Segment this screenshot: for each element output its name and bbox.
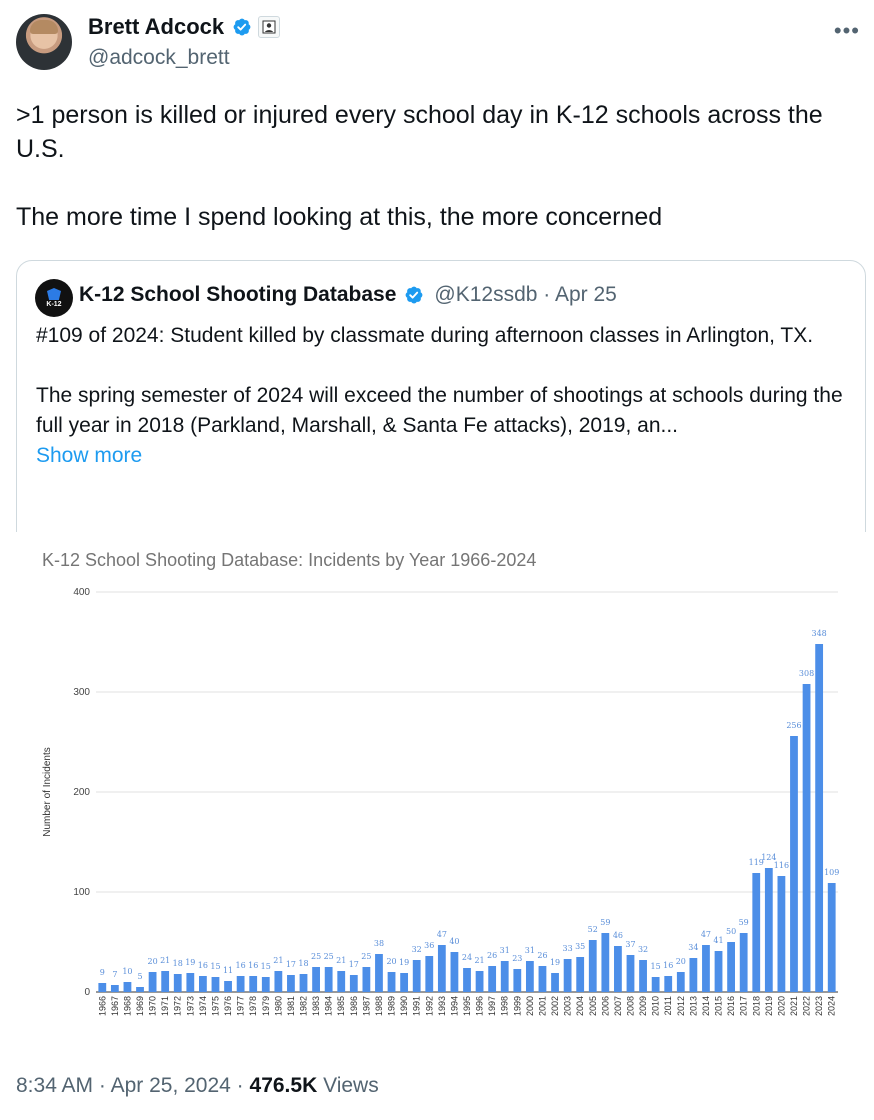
data-label-2023: 348 — [811, 629, 827, 638]
bar-1981 — [287, 975, 295, 992]
x-tick-label: 2018 — [751, 996, 762, 1017]
x-tick-label: 2023 — [814, 996, 825, 1017]
bar-2012 — [677, 972, 685, 992]
data-label-2000: 31 — [524, 946, 535, 955]
bar-1987 — [362, 967, 370, 992]
bar-1994 — [451, 952, 459, 992]
x-tick-label: 1995 — [462, 996, 472, 1017]
x-tick-label: 1980 — [273, 996, 284, 1017]
quote-para-2: The spring semester of 2024 will exceed the number of shootings at schools during the full year in 2018 (Parkland, Marshall, & Santa Fe attacks), 2019, an... — [36, 384, 843, 437]
views-label: Views — [323, 1074, 379, 1097]
quote-author-name[interactable]: K-12 School Shooting Database — [79, 283, 397, 306]
bar-1975 — [212, 977, 220, 992]
y-tick-label: 300 — [73, 687, 90, 698]
data-label-1987: 25 — [361, 952, 372, 961]
data-label-1983: 25 — [310, 952, 322, 961]
author-name[interactable]: Brett Adcock — [88, 14, 225, 39]
bar-1996 — [476, 971, 484, 992]
quote-avatar[interactable] — [35, 279, 73, 317]
data-label-1980: 21 — [273, 956, 284, 965]
data-label-1989: 20 — [386, 957, 397, 966]
x-tick-label: 1994 — [449, 996, 460, 1017]
data-label-1973: 19 — [185, 958, 196, 967]
data-label-1988: 38 — [373, 939, 385, 948]
bar-1977 — [237, 976, 245, 992]
x-tick-label: 1991 — [411, 996, 422, 1017]
data-label-1974: 16 — [197, 961, 208, 970]
bar-2010 — [652, 977, 660, 992]
x-tick-label: 1987 — [361, 996, 372, 1017]
x-tick-label: 2002 — [550, 996, 561, 1017]
bar-1978 — [249, 976, 257, 992]
data-label-2005: 52 — [587, 925, 598, 934]
x-tick-label: 2019 — [763, 996, 774, 1017]
show-more-link[interactable]: Show more — [36, 444, 143, 467]
x-tick-label: 1986 — [348, 996, 359, 1017]
data-label-1967: 7 — [112, 970, 118, 979]
bar-2021 — [790, 736, 798, 992]
x-tick-label: 1978 — [248, 996, 259, 1017]
data-label-2016: 50 — [726, 927, 737, 936]
bar-1966 — [98, 983, 106, 992]
data-label-2019: 124 — [761, 853, 777, 862]
data-label-2007: 46 — [612, 931, 624, 940]
bar-1982 — [300, 974, 308, 992]
bar-1976 — [224, 981, 232, 992]
data-label-2024: 109 — [824, 868, 840, 877]
bar-2009 — [639, 960, 647, 992]
x-tick-label: 2012 — [675, 996, 686, 1017]
x-tick-label: 1976 — [223, 996, 234, 1017]
bar-1970 — [149, 972, 157, 992]
data-label-1968: 10 — [122, 967, 133, 976]
y-tick-label: 400 — [73, 587, 90, 598]
bar-1985 — [337, 971, 345, 992]
x-tick-label: 2006 — [600, 996, 611, 1017]
views-count: 476.5K — [249, 1074, 318, 1097]
bar-1969 — [136, 987, 144, 992]
bar-1986 — [350, 975, 358, 992]
bar-2008 — [627, 955, 635, 992]
data-label-2003: 33 — [562, 944, 573, 953]
x-tick-label: 1981 — [285, 996, 296, 1017]
x-tick-label: 1975 — [210, 996, 221, 1017]
bar-1995 — [463, 968, 471, 992]
bar-1983 — [312, 967, 320, 992]
y-tick-label: 200 — [73, 787, 90, 798]
data-label-1970: 20 — [147, 957, 158, 966]
x-tick-label: 1984 — [323, 996, 334, 1017]
x-tick-label: 2024 — [826, 996, 837, 1017]
x-tick-label: 1993 — [436, 996, 447, 1017]
shield-icon — [47, 288, 61, 300]
x-tick-label: 1985 — [336, 996, 347, 1017]
data-label-1986: 17 — [348, 960, 359, 969]
x-tick-label: 1982 — [298, 996, 309, 1017]
data-label-1996: 21 — [474, 956, 485, 965]
bar-1998 — [501, 961, 509, 992]
data-label-1979: 15 — [260, 962, 271, 971]
data-label-2011: 16 — [663, 961, 674, 970]
x-tick-label: 1983 — [311, 996, 322, 1017]
bar-2002 — [551, 973, 559, 992]
x-tick-label: 1997 — [487, 996, 498, 1017]
data-label-2010: 15 — [650, 962, 661, 971]
more-options-icon[interactable]: ••• — [833, 18, 860, 43]
chart-title: K-12 School Shooting Database: Incidents by Year 1966-2024 — [42, 550, 537, 570]
verified-badge-icon[interactable] — [230, 16, 252, 38]
data-label-2008: 37 — [625, 940, 636, 949]
tweet-footer: 8:34 AM · Apr 25, 2024 · 476.5K Views — [16, 1074, 379, 1097]
verified-badge-icon[interactable] — [402, 284, 424, 306]
bar-2019 — [765, 868, 773, 992]
x-tick-label: 2003 — [562, 996, 573, 1017]
x-tick-label: 1998 — [499, 996, 510, 1017]
data-label-1992: 36 — [424, 941, 435, 950]
bar-2018 — [752, 873, 760, 992]
tweet-text — [16, 98, 864, 234]
bar-1992 — [425, 956, 433, 992]
x-tick-label: 2005 — [587, 996, 598, 1017]
x-tick-label: 2001 — [537, 996, 548, 1017]
chart-image[interactable] — [16, 532, 866, 1050]
data-label-2006: 59 — [600, 918, 611, 927]
data-label-2020: 116 — [773, 861, 790, 870]
bar-2011 — [664, 976, 672, 992]
bar-2014 — [702, 945, 710, 992]
x-tick-label: 2021 — [788, 996, 799, 1017]
bar-2022 — [803, 684, 811, 992]
data-label-2022: 308 — [798, 669, 815, 678]
data-label-2009: 32 — [637, 945, 649, 954]
x-tick-label: 1970 — [147, 996, 158, 1017]
bar-1968 — [124, 982, 132, 992]
data-label-2004: 35 — [575, 942, 586, 951]
bar-1971 — [161, 971, 169, 992]
quote-header: K-12 School Shooting Database @K12ssdb · Apr 25 — [79, 283, 617, 306]
data-label-2013: 34 — [688, 943, 699, 952]
data-label-1981: 17 — [285, 960, 297, 969]
data-label-1991: 32 — [411, 945, 422, 954]
tweet-time[interactable]: 8:34 AM — [16, 1074, 94, 1097]
data-label-1977: 16 — [235, 961, 246, 970]
bar-1973 — [186, 973, 194, 992]
data-label-2012: 20 — [675, 957, 686, 966]
bar-2016 — [727, 942, 735, 992]
bar-2001 — [539, 966, 547, 992]
x-tick-label: 2009 — [638, 996, 649, 1017]
bar-1989 — [388, 972, 396, 992]
bar-1988 — [375, 954, 383, 992]
data-label-1990: 19 — [399, 958, 410, 967]
x-tick-label: 1972 — [172, 996, 183, 1017]
bar-2005 — [589, 940, 597, 992]
quote-avatar-text: K-12 — [46, 301, 62, 308]
y-tick-label: 0 — [84, 987, 90, 998]
bar-1991 — [413, 960, 421, 992]
data-label-1999: 23 — [512, 954, 523, 963]
x-tick-label: 2011 — [663, 996, 674, 1016]
x-tick-label: 2022 — [801, 996, 812, 1017]
quote-date[interactable]: Apr 25 — [554, 283, 617, 306]
data-label-2017: 59 — [738, 918, 749, 927]
bar-2000 — [526, 961, 534, 992]
x-tick-label: 1973 — [185, 996, 196, 1017]
bar-2017 — [740, 933, 748, 992]
x-tick-label: 2016 — [726, 996, 737, 1017]
bar-2003 — [564, 959, 572, 992]
data-label-1966: 9 — [99, 968, 105, 977]
tweet-line-2: The more time I spend looking at this, the more concerned — [16, 203, 663, 231]
bar-2015 — [715, 951, 723, 992]
bar-1980 — [274, 971, 282, 992]
bar-1990 — [400, 973, 408, 992]
bar-1972 — [174, 974, 182, 992]
x-tick-label: 1992 — [424, 996, 435, 1017]
bar-2020 — [778, 876, 786, 992]
x-tick-label: 1968 — [122, 996, 133, 1017]
data-label-1997: 26 — [487, 951, 498, 960]
tweet-line-1: >1 person is killed or injured every school day in K-12 schools across the U.S. — [16, 101, 823, 163]
bar-1974 — [199, 976, 207, 992]
bar-2006 — [601, 933, 609, 992]
x-tick-label: 2015 — [713, 996, 724, 1017]
bar-1997 — [488, 966, 496, 992]
bar-chart — [16, 532, 866, 1050]
x-tick-label: 2007 — [612, 996, 623, 1017]
x-tick-label: 1996 — [474, 996, 485, 1017]
data-label-1993: 47 — [436, 930, 447, 939]
data-label-2021: 256 — [786, 721, 802, 730]
bar-1967 — [111, 985, 119, 992]
quote-text — [36, 321, 848, 471]
data-label-1984: 25 — [323, 952, 334, 961]
bar-1979 — [262, 977, 270, 992]
data-label-2018: 119 — [748, 858, 764, 867]
data-label-1994: 40 — [449, 937, 460, 946]
affiliation-badge-icon[interactable] — [258, 16, 280, 38]
data-label-2014: 47 — [700, 930, 712, 939]
author-avatar[interactable] — [16, 14, 72, 70]
y-axis-label: Number of Incidents — [42, 747, 53, 837]
data-label-2001: 26 — [537, 951, 548, 960]
x-tick-label: 2017 — [738, 996, 749, 1017]
bar-1993 — [438, 945, 446, 992]
x-tick-label: 2010 — [650, 996, 661, 1017]
data-label-1976: 11 — [222, 966, 234, 975]
data-label-1975: 15 — [210, 962, 221, 971]
tweet-date[interactable]: Apr 25, 2024 — [110, 1074, 231, 1097]
x-tick-label: 1988 — [373, 996, 384, 1017]
x-tick-label: 1974 — [197, 996, 208, 1017]
data-label-1972: 18 — [172, 959, 183, 968]
x-tick-label: 1967 — [109, 996, 120, 1017]
x-tick-label: 1990 — [399, 996, 410, 1017]
bar-2004 — [576, 957, 584, 992]
data-label-1998: 31 — [499, 946, 510, 955]
x-tick-label: 2000 — [524, 996, 535, 1017]
y-tick-label: 100 — [73, 887, 90, 898]
data-label-1969: 5 — [137, 972, 143, 981]
data-label-2015: 41 — [713, 936, 724, 945]
bar-2013 — [689, 958, 697, 992]
x-tick-label: 2013 — [688, 996, 699, 1017]
x-tick-label: 2014 — [700, 996, 711, 1017]
quote-author-handle[interactable]: @K12ssdb — [434, 283, 538, 306]
data-label-1978: 16 — [248, 961, 259, 970]
bar-2023 — [815, 644, 823, 992]
x-tick-label: 1999 — [512, 996, 523, 1017]
x-tick-label: 1966 — [97, 996, 108, 1017]
data-label-1971: 21 — [160, 956, 171, 965]
data-label-2002: 19 — [549, 958, 561, 967]
data-label-1985: 21 — [336, 956, 347, 965]
x-tick-label: 1977 — [235, 996, 246, 1017]
x-tick-label: 2004 — [575, 996, 586, 1017]
bar-2024 — [828, 883, 836, 992]
bar-1984 — [325, 967, 333, 992]
data-label-1982: 18 — [298, 959, 309, 968]
data-label-1995: 24 — [461, 953, 473, 962]
x-tick-label: 1969 — [135, 996, 146, 1017]
x-tick-label: 2020 — [776, 996, 787, 1017]
x-tick-label: 2008 — [625, 996, 636, 1017]
x-tick-label: 1989 — [386, 996, 397, 1017]
x-tick-label: 1979 — [260, 996, 271, 1017]
quote-para-1: #109 of 2024: Student killed by classmate during afternoon classes in Arlington, TX. — [36, 324, 814, 347]
bar-1999 — [513, 969, 521, 992]
bar-2007 — [614, 946, 622, 992]
author-handle[interactable]: @adcock_brett — [88, 46, 230, 69]
author-name-row — [88, 14, 280, 40]
x-tick-label: 1971 — [160, 996, 171, 1017]
